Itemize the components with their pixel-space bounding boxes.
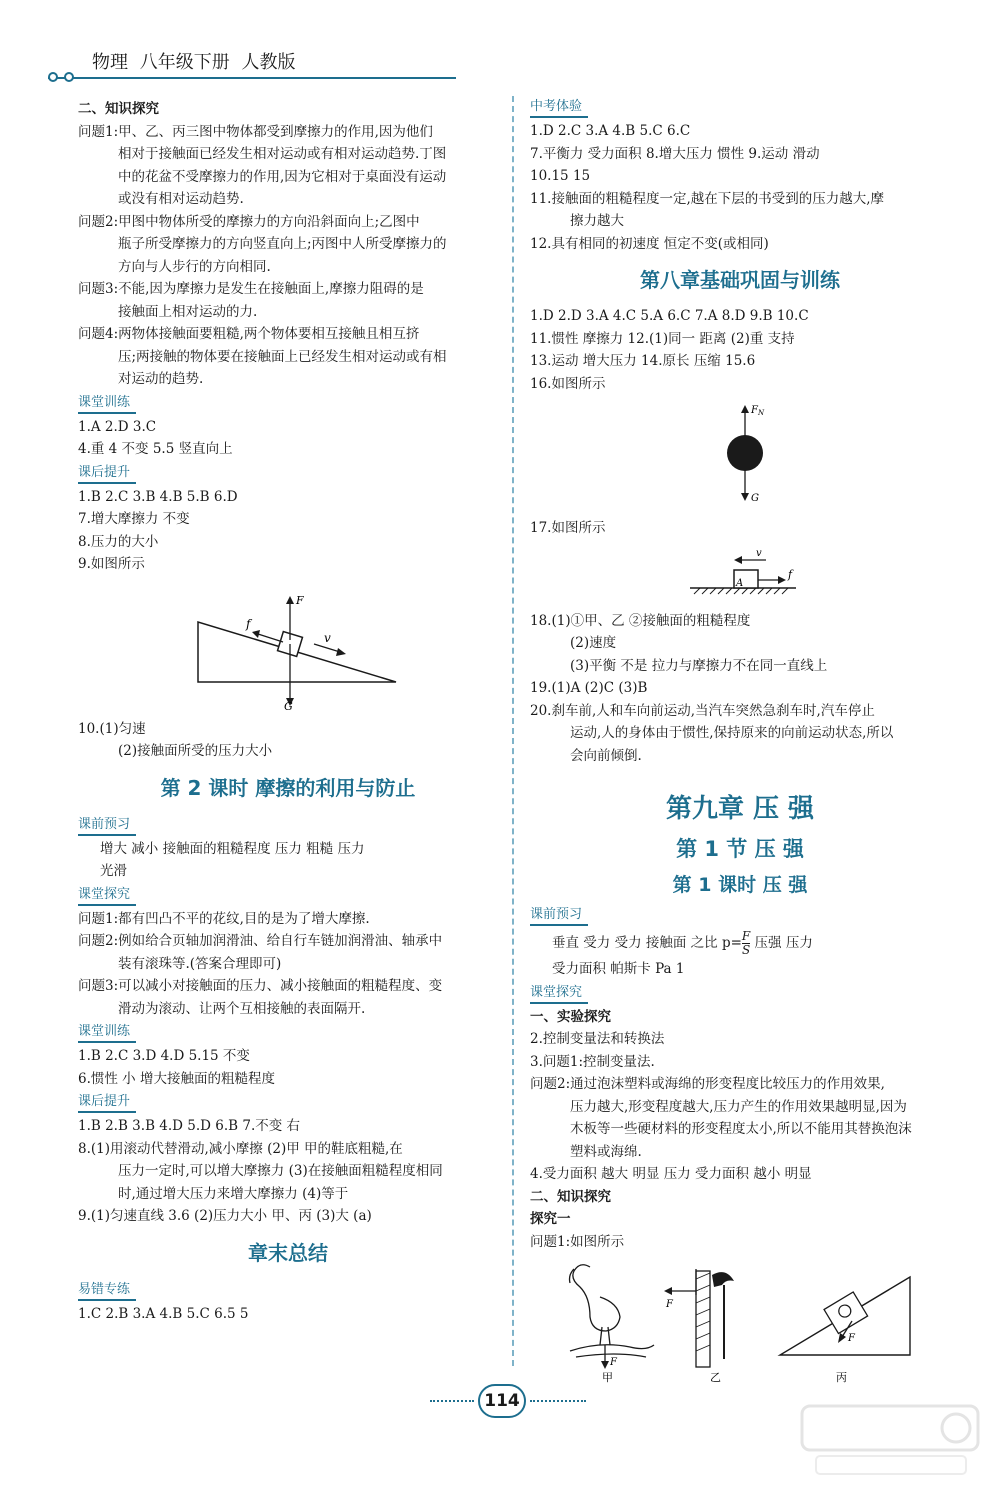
kh2-line: 1.B 2.B 3.B 4.D 5.D 6.B 7.不变 右 [78,1118,301,1134]
s1-line: 对运动的趋势. [118,371,204,387]
zk-line: 擦力越大 [570,213,624,229]
yc-line: 1.C 2.B 3.A 4.B 5.C 6.5 5 [78,1305,249,1322]
q18-line: 会向前倾倒. [570,747,642,764]
force-label-F: F [296,593,304,607]
force-label-F-bing: F [848,1333,855,1344]
force-label-FN: F [751,405,758,416]
zk-line: 12.具有相同的初速度 恒定不变(或相同) [530,235,769,252]
sphere-force-diagram [530,401,950,511]
chapter-8-answers [530,305,950,395]
force-label-f: f [788,567,793,581]
q18-line: 19.(1)A (2)C (3)B [530,680,648,696]
preview-line-1 [530,928,950,958]
after-class-answers-2 [78,1115,498,1228]
kh2-line: 时,通过增大压力来增大摩擦力 (4)等于 [118,1185,349,1202]
section-tag: 课堂训练 [78,1023,136,1043]
section-tag: 易错专练 [78,1281,136,1301]
s1-line: 中的花盆不受摩擦力的作用,因为它相对于桌面没有运动 [118,168,447,185]
q18-line: (2)速度 [570,635,617,651]
chapter-9-title: 第九章 压 强 [665,794,815,824]
zk-line: 1.D 2.C 3.A 4.B 5.C 6.C [530,123,691,139]
kh2-line: 压力一定时,可以增大摩擦力 (3)在接触面粗糙程度相同 [118,1163,443,1179]
tj-line: 问题1:都有凹凸不平的花纹,目的是为了增大摩擦. [78,910,370,927]
chapter-summary-title: 章末总结 [248,1240,328,1265]
kh-line: 8.压力的大小 [78,533,159,550]
velocity-label-v: v [756,547,762,559]
pressure-formula: $\frac{F}{S}$ [741,929,751,957]
section-tag: 课堂探究 [78,886,136,906]
s1-line: 方向与人步行的方向相同. [118,258,271,275]
question-17: 17.如图所示 [530,520,606,536]
tjr-line: 3.问题1:控制变量法. [530,1053,655,1070]
question-10-answers [78,718,498,763]
ch8-line: 16.如图所示 [530,375,606,392]
right-column [530,98,950,1384]
velocity-label-v: v [324,630,331,645]
force-label-F-yi: F [666,1299,673,1310]
kt2-line: 6.惯性 小 增大接触面的粗糙程度 [78,1070,275,1087]
section-1-title: 第 1 节 压 强 [676,837,804,861]
section-tag: 中考体验 [530,98,588,118]
force-label-F-jia: F [610,1357,617,1368]
tjr-line: 问题2:通过泡沫塑料或海绵的形变程度比较压力的作用效果, [530,1076,885,1092]
pressure-force-diagrams [530,1255,950,1384]
block-friction-diagram [530,546,950,604]
section-tag: 课前预习 [530,906,588,926]
figure-label-jia: 甲 [602,1371,613,1384]
tjr-line: 塑料或海绵. [570,1143,642,1160]
preview-answers [78,838,498,883]
force-label-FN-sub: N [757,409,765,417]
tjr-line: 压力越大,形变程度越大,压力产生的作用效果越明显,因为 [570,1098,907,1115]
kh-line: 9.如图所示 [78,556,145,572]
s1-line: 接触面上相对运动的力. [118,303,258,320]
figure-label-bing: 丙 [836,1371,847,1384]
kt2-line: 1.B 2.C 3.D 4.D 5.15 不变 [78,1048,250,1064]
tj-line: 问题3:可以减小对接触面的压力、减小接触面的粗糙程度、变 [78,978,443,994]
figure-label-yi: 乙 [710,1371,721,1384]
q18-line: 20.刹车前,人和车向前运动,当汽车突然急刹车时,汽车停止 [530,702,875,719]
s1-line: 或没有相对运动趋势. [118,191,244,207]
tjr-line: 木板等一些硬材料的形变程度太小,所以不能用其替换泡沫 [570,1121,912,1137]
ch8-line: 13.运动 增大压力 14.原长 压缩 15.6 [530,353,756,369]
subsection-title: 一、实验探究 [530,1008,611,1025]
kh-line: 7.增大摩擦力 不变 [78,511,190,527]
q18-line: (3)平衡 不是 拉力与摩擦力不在同一直线上 [570,657,828,674]
block-label-A: A [736,577,744,589]
yx-line: 光滑 [100,863,127,879]
svg-text:FN [750,405,765,417]
force-label-f: f [246,616,251,631]
tj-line: 装有滚珠等.(答案合理即可) [118,955,282,972]
error-prone-answers [78,1303,498,1326]
watermark-logo [796,1400,986,1480]
tj-line: 滑动为滚动、让两个互相接触的表面隔开. [118,1000,366,1017]
exam-experience-answers [530,120,950,255]
section-title: 二、知识探究 [78,101,159,117]
section-tag: 课前预习 [78,816,136,836]
zk-line: 10.15 15 [530,168,591,184]
q10-line: 10.(1)匀速 [78,720,146,737]
chapter-8-review-title: 第八章基础巩固与训练 [640,268,840,292]
subsection-title: 二、知识探究 [530,1188,611,1205]
q10-line: (2)接触面所受的压力大小 [118,743,273,759]
zk-line: 7.平衡力 受力面积 8.增大压力 惯性 9.运动 滑动 [530,145,820,162]
page-number-decoration-right [530,1400,586,1402]
s1-line: 相对于接触面已经发生相对运动或有相对运动趋势.丁图 [118,146,447,162]
section-tag: 课堂训练 [78,394,136,414]
lesson-1-title: 第 1 课时 压 强 [672,874,808,896]
tj-line: 问题2:例如给合页轴加润滑油、给自行车链加润滑油、轴承中 [78,933,443,949]
s1-line: 问题2:甲图中物体所受的摩擦力的方向沿斜面向上;乙图中 [78,213,420,230]
explore-one-title: 探究一 [530,1211,571,1227]
questions-18-20-answers [530,610,950,768]
ch8-line: 1.D 2.D 3.A 4.C 5.A 6.C 7.A 8.D 9.B 10.C [530,308,809,324]
bird-icon [570,1265,655,1357]
s1-line: 问题4:两物体接触面要粗糙,两个物体要相互接触且相互挤 [78,326,420,342]
kt-line: 4.重 4 不变 5.5 竖直向上 [78,441,233,457]
preview-line-2: 受力面积 帕斯卡 Pa 1 [552,961,685,977]
preview-text-b: 压强 压力 [750,935,813,951]
s1-line: 问题3:不能,因为摩擦力是发生在接触面上,摩擦力阻碍的是 [78,281,424,297]
question-1-line: 问题1:如图所示 [530,1233,625,1250]
yx-line: 增大 减小 接触面的粗糙程度 压力 粗糙 压力 [100,840,365,857]
tjr-line: 2.控制变量法和转换法 [530,1031,665,1047]
q18-line: 运动,人的身体由于惯性,保持原来的向前运动状态,所以 [570,725,894,741]
class-training-answers [78,416,498,461]
section-tag: 课后提升 [78,464,136,484]
s1-line: 瓶子所受摩擦力的方向竖直向上;丙图中人所受摩擦力的 [118,236,447,252]
kh2-line: 9.(1)匀速直线 3.6 (2)压力大小 甲、丙 (3)大 (a) [78,1208,372,1224]
kh2-line: 8.(1)用滚动代替滑动,减小摩擦 (2)甲 甲的鞋底粗糙,在 [78,1140,403,1157]
lesson-title: 第 2 课时 摩擦的利用与防止 [160,775,416,800]
q18-line: 18.(1)①甲、乙 ②接触面的粗糙程度 [530,612,751,629]
kt-line: 1.A 2.D 3.C [78,418,157,435]
section-tag: 课堂探究 [530,984,588,1004]
s1-line: 压;两接触的物体要在接触面上已经发生相对运动或有相 [118,348,447,365]
zk-line: 11.接触面的粗糙程度一定,越在下层的书受到的压力越大,摩 [530,190,885,207]
class-explore-answers [78,908,498,1021]
after-class-answers [78,486,498,576]
s1-line: 问题1:甲、乙、丙三图中物体都受到摩擦力的作用,因为他们 [78,123,433,140]
gravity-label-G: G [284,699,293,713]
left-column [78,98,498,1325]
knowledge-explore-answers [78,121,498,391]
page-number-decoration-left [430,1400,474,1402]
page-number: 114 [478,1384,526,1418]
ch8-line: 11.惯性 摩擦力 12.(1)同一 距离 (2)重 支持 [530,330,795,347]
section-tag: 课后提升 [78,1093,136,1113]
gravity-label-G: G [751,493,759,504]
header-title: 物理 八年级下册 人教版 [92,52,296,73]
preview-text-a: 垂直 受力 受力 接触面 之比 p= [552,935,742,951]
incline-force-diagram [78,582,498,712]
kh-line: 1.B 2.C 3.B 4.B 5.B 6.D [78,488,238,505]
class-training-answers-2 [78,1045,498,1090]
tjr-line: 4.受力面积 越大 明显 压力 受力面积 越小 明显 [530,1166,812,1182]
column-divider [512,96,514,1366]
header-rule [48,70,456,84]
experiment-answers [530,1028,950,1186]
